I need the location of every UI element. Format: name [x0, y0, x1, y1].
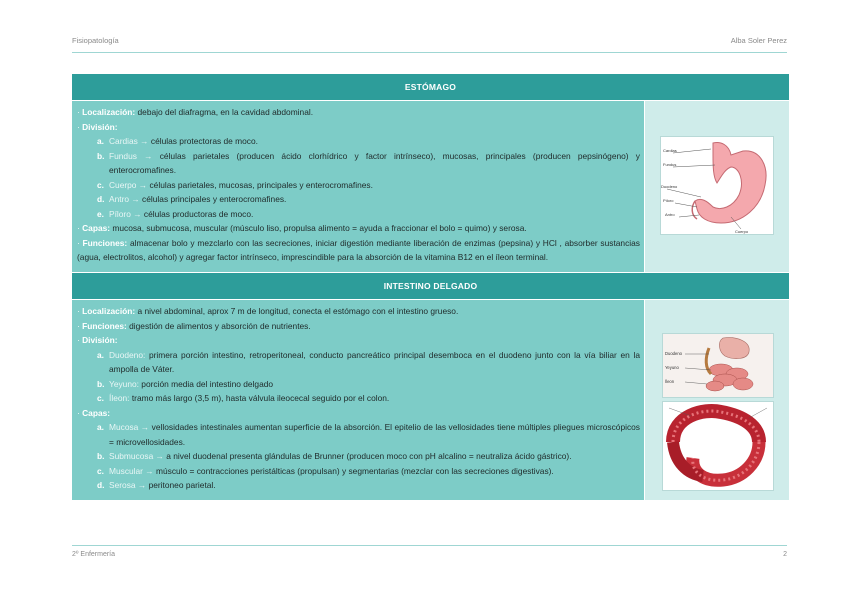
stomach-division-heading: · División:	[77, 121, 118, 132]
footer-rule	[72, 545, 787, 546]
stomach-illustration	[660, 136, 774, 235]
stomach-division-item: e. Píloro → células productoras de moco.	[97, 208, 254, 219]
intestine-capas-item: c. Muscular → músculo = contracciones peristálticas (propulsan) y segmentarias (mezclar con las secreciones digestivas).	[97, 465, 554, 476]
intestine-localizacion: · Localización: a nivel abdominal, aprox 7 m de longitud, conecta el estómago con el intestino grueso.	[77, 306, 459, 316]
intestine-capas-item: a. Mucosa → vellosidades intestinales aumentan superficie de la absorción. El epitelio de las vellosidades tiene múltiples pliegues microscópicos = microvellosidades.	[97, 422, 640, 447]
header-subject: Fisiopatología	[72, 36, 119, 45]
image-label-yeyuno: Yeyuno	[665, 365, 679, 370]
svg-text:Antro: Antro	[665, 212, 675, 217]
intestine-funciones: · Funciones: digestión de alimentos y absorción de nutrientes.	[77, 320, 311, 331]
intestine-illustration-bottom	[662, 401, 774, 491]
page-header	[72, 36, 787, 50]
svg-text:Fundus: Fundus	[663, 162, 677, 167]
intestine-division-heading: · División:	[77, 335, 118, 345]
page-number: 2	[783, 551, 787, 558]
stomach-division-item: b. Fundus → células parietales (producen ácido clorhídrico y factor intrínseco), mucosas, principales (producen pepsinógeno) y enterocromafines.	[97, 150, 640, 175]
intestine-illustration-top	[662, 333, 774, 398]
footer-course: 2º Enfermería	[72, 551, 116, 558]
intestine-wall-drawing	[663, 402, 773, 490]
intestine-capas-item: b. Submucosa → a nivel duodenal presenta glándulas de Brunner (producen moco con pH alcalino = neutraliza ácido gástrico).	[97, 451, 572, 461]
stomach-division-item: a. Cardias → células protectoras de moco.	[97, 136, 258, 146]
svg-text:Cardias: Cardias	[663, 148, 677, 153]
intestine-capas-heading: · Capas:	[77, 407, 111, 418]
section-body-stomach	[72, 101, 644, 272]
stomach-funciones: · Funciones: almacenar bolo y mezclarlo con las secreciones, iniciar digestión mediante liberación de enzimas (pepsina) y HCl , absorber sustancias (agua, electrolitos, alcohol) y agregar factor intrínseco, imprescindible para la absorción de la vitamina B12 en el íleon terminal.	[77, 237, 640, 262]
svg-text:Píloro: Píloro	[663, 198, 674, 203]
stomach-image-panel	[645, 101, 789, 272]
stomach-division-item: d. Antro → células principales y enterocromafines.	[97, 194, 287, 204]
intestine-division-item: b. Yeyuno: porción media del intestino delgado	[97, 378, 274, 389]
stomach-capas: · Capas: mucosa, submucosa, muscular (músculo liso, propulsa alimento = ayuda a fraccionar el bolo = quimo) y serosa.	[77, 223, 527, 233]
intestine-division-item: a. Duodeno: primera porción intestino, retroperitoneal, conducto pancreático principal desemboca en el duodeno junto con la vía biliar en la ampolla de Váter.	[97, 349, 640, 374]
header-author: Alba Soler Perez	[730, 36, 787, 45]
intestine-division-item: c. Íleon: tramo más largo (3,5 m), hasta válvula ileocecal seguido por el colon.	[97, 393, 390, 403]
image-label-ileon: Íleon	[665, 379, 675, 384]
stomach-division-item: c. Cuerpo → células parietales, mucosas, principales y enterocromafines.	[97, 179, 373, 190]
svg-text:Duodeno: Duodeno	[661, 184, 678, 189]
section-title-stomach: ESTÓMAGO	[72, 74, 789, 100]
section-body-intestine	[72, 300, 644, 500]
image-label-duodeno: Duodeno	[665, 351, 682, 356]
stomach-drawing	[661, 137, 773, 234]
svg-text:Cuerpo: Cuerpo	[735, 229, 749, 234]
stomach-localizacion: · Localización: debajo del diafragma, en la cavidad abdominal.	[77, 107, 314, 117]
small-intestine-drawing	[663, 334, 773, 397]
section-title-intestine: INTESTINO DELGADO	[72, 273, 789, 299]
intestine-capas-item: d. Serosa → peritoneo parietal.	[97, 480, 216, 490]
intestine-image-panel	[645, 300, 789, 500]
header-rule	[72, 52, 787, 53]
